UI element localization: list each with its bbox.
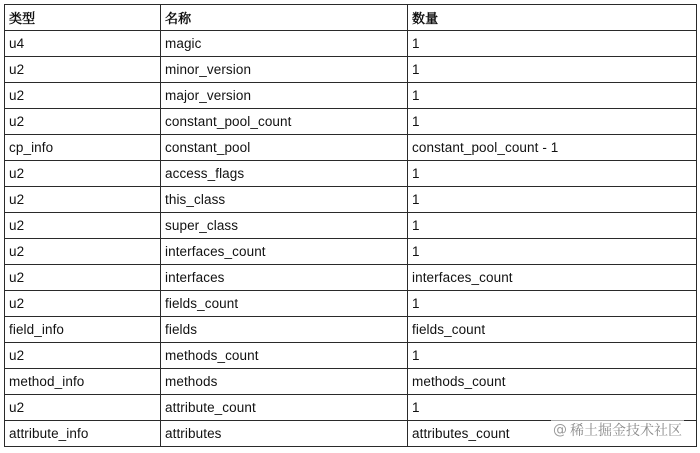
cell-type: method_info bbox=[5, 369, 161, 395]
cell-count: 1 bbox=[408, 83, 697, 109]
cell-type: u2 bbox=[5, 395, 161, 421]
cell-name: interfaces bbox=[161, 265, 408, 291]
table-row bbox=[5, 369, 697, 395]
cell-type: u2 bbox=[5, 161, 161, 187]
cell-type: u2 bbox=[5, 265, 161, 291]
cell-name: attribute_count bbox=[161, 395, 408, 421]
class-file-structure-table bbox=[4, 4, 697, 447]
table-row bbox=[5, 213, 697, 239]
cell-name: magic bbox=[161, 31, 408, 57]
table-row bbox=[5, 395, 697, 421]
watermark-text: 稀土掘金技术社区 bbox=[570, 423, 682, 439]
cell-count: 1 bbox=[408, 187, 697, 213]
table-row bbox=[5, 161, 697, 187]
cell-count: 1 bbox=[408, 395, 697, 421]
column-header-type: 类型 bbox=[5, 5, 161, 31]
cell-type: u2 bbox=[5, 343, 161, 369]
at-symbol-icon: @ bbox=[553, 422, 567, 438]
cell-type: attribute_info bbox=[5, 421, 161, 447]
cell-count: methods_count bbox=[408, 369, 697, 395]
cell-name: minor_version bbox=[161, 57, 408, 83]
cell-name: fields_count bbox=[161, 291, 408, 317]
cell-count: 1 bbox=[408, 291, 697, 317]
cell-type: u2 bbox=[5, 291, 161, 317]
cell-type: u2 bbox=[5, 239, 161, 265]
cell-name: fields bbox=[161, 317, 408, 343]
cell-type: u2 bbox=[5, 109, 161, 135]
table-row bbox=[5, 265, 697, 291]
cell-name: this_class bbox=[161, 187, 408, 213]
cell-name: attributes bbox=[161, 421, 408, 447]
cell-type: u2 bbox=[5, 187, 161, 213]
column-header-count: 数量 bbox=[408, 5, 697, 31]
cell-count: attributes_count bbox=[408, 421, 697, 447]
cell-name: methods_count bbox=[161, 343, 408, 369]
table-row bbox=[5, 317, 697, 343]
cell-type: u4 bbox=[5, 31, 161, 57]
table-row bbox=[5, 109, 697, 135]
cell-name: constant_pool_count bbox=[161, 109, 408, 135]
cell-count: 1 bbox=[408, 239, 697, 265]
cell-name: access_flags bbox=[161, 161, 408, 187]
cell-type: field_info bbox=[5, 317, 161, 343]
cell-count: constant_pool_count - 1 bbox=[408, 135, 697, 161]
cell-name: major_version bbox=[161, 83, 408, 109]
cell-count: 1 bbox=[408, 31, 697, 57]
cell-count: interfaces_count bbox=[408, 265, 697, 291]
table-header-row bbox=[5, 5, 697, 31]
cell-type: cp_info bbox=[5, 135, 161, 161]
cell-count: 1 bbox=[408, 213, 697, 239]
table-row bbox=[5, 239, 697, 265]
cell-count: 1 bbox=[408, 57, 697, 83]
table-row bbox=[5, 83, 697, 109]
table-row bbox=[5, 57, 697, 83]
cell-count: fields_count bbox=[408, 317, 697, 343]
cell-type: u2 bbox=[5, 57, 161, 83]
juejin-watermark bbox=[551, 420, 684, 440]
cell-name: interfaces_count bbox=[161, 239, 408, 265]
page bbox=[4, 4, 696, 449]
cell-name: methods bbox=[161, 369, 408, 395]
cell-name: constant_pool bbox=[161, 135, 408, 161]
cell-type: u2 bbox=[5, 213, 161, 239]
cell-count: 1 bbox=[408, 161, 697, 187]
cell-count: 1 bbox=[408, 343, 697, 369]
column-header-name: 名称 bbox=[161, 5, 408, 31]
table-row bbox=[5, 343, 697, 369]
table-row bbox=[5, 187, 697, 213]
cell-count: 1 bbox=[408, 109, 697, 135]
table-row bbox=[5, 291, 697, 317]
table-row bbox=[5, 135, 697, 161]
cell-type: u2 bbox=[5, 83, 161, 109]
table-row bbox=[5, 31, 697, 57]
cell-name: super_class bbox=[161, 213, 408, 239]
